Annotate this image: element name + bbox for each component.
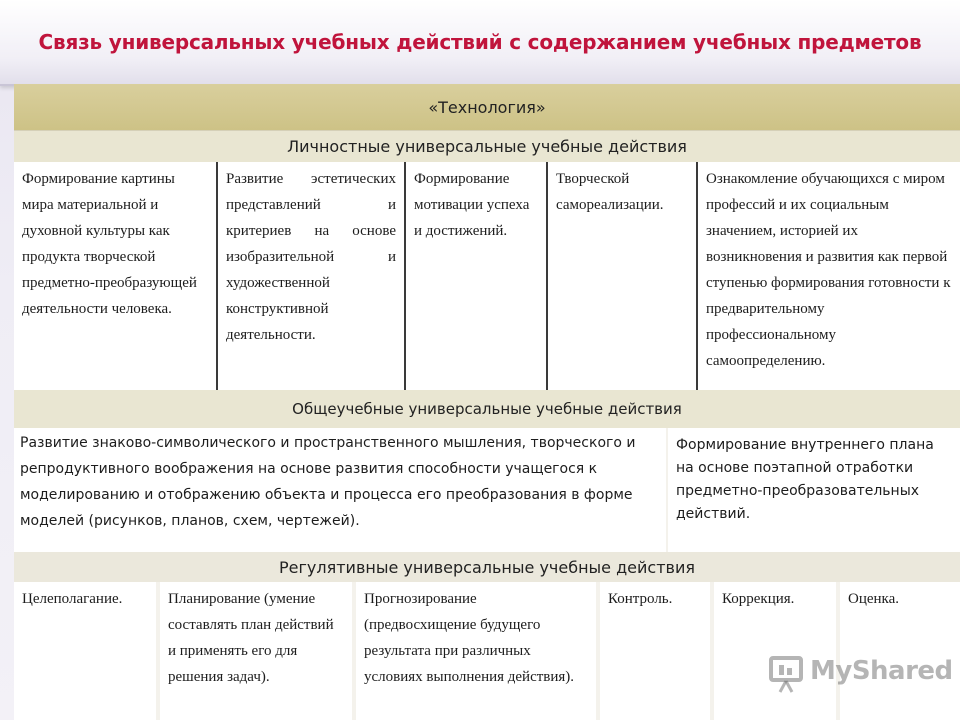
regulative-cell-forecast: Прогнозирование (предвосхищение будущего результата при различных условиях выполнения действия). — [356, 582, 596, 720]
personal-cell-5: Ознакомление обучающихся с миром профессий и их социальным значением, историей их возникновения и развития как первой ступенью формирования готовности к предварительному профессиональному самоопределению. — [698, 162, 960, 390]
regulative-label: Регулятивные универсальные учебные действия — [279, 558, 695, 577]
regulative-cell-goal: Целеполагание. — [14, 582, 156, 720]
general-cell-2: Формирование внутреннего плана на основе поэтапной отработки предметно-преобразовательных действий. — [668, 428, 960, 552]
general-header — [14, 390, 960, 428]
regulative-cell-control: Контроль. — [600, 582, 710, 720]
personal-label: Личностные универсальные учебные действия — [287, 137, 687, 156]
regulative-cell-correction: Коррекция. — [714, 582, 836, 720]
subject-label: «Технология» — [428, 98, 546, 117]
regulative-header — [14, 552, 960, 582]
personal-cell-1: Формирование картины мира материальной и духовной культуры как продукта творческой предметно-преобразующей деятельности человека. — [14, 162, 216, 390]
table — [14, 84, 960, 720]
regulative-cell-planning: Планирование (умение составлять план действий и применять его для решения задач). — [160, 582, 352, 720]
presentation-icon — [768, 654, 806, 694]
personal-header — [14, 130, 960, 163]
personal-cell-4: Творческой самореализации. — [548, 162, 696, 390]
personal-cell-3: Формирование мотивации успеха и достижений. — [406, 162, 546, 390]
regulative-cell-assessment: Оценка. — [840, 582, 960, 720]
personal-cell-2: Развитие эстетических представлений и критериев на основе изобразительной и художественной конструктивной деятельности. — [218, 162, 404, 390]
subject-header — [14, 84, 960, 130]
general-cell-1: Развитие знаково-символического и пространственного мышления, творческого и репродуктивного воображения на основе развития способности учащегося к моделированию и отображению объекта и процесса его преобразования в форме моделей (рисунков, планов, схем, чертежей). — [14, 428, 666, 552]
watermark-text: MyShared — [810, 656, 953, 686]
title-bar — [0, 0, 960, 86]
general-label: Общеучебные универсальные учебные действия — [292, 400, 682, 418]
slide-title: Связь универсальных учебных действий с содержанием учебных предметов — [38, 30, 922, 54]
myshared-logo — [766, 650, 953, 696]
